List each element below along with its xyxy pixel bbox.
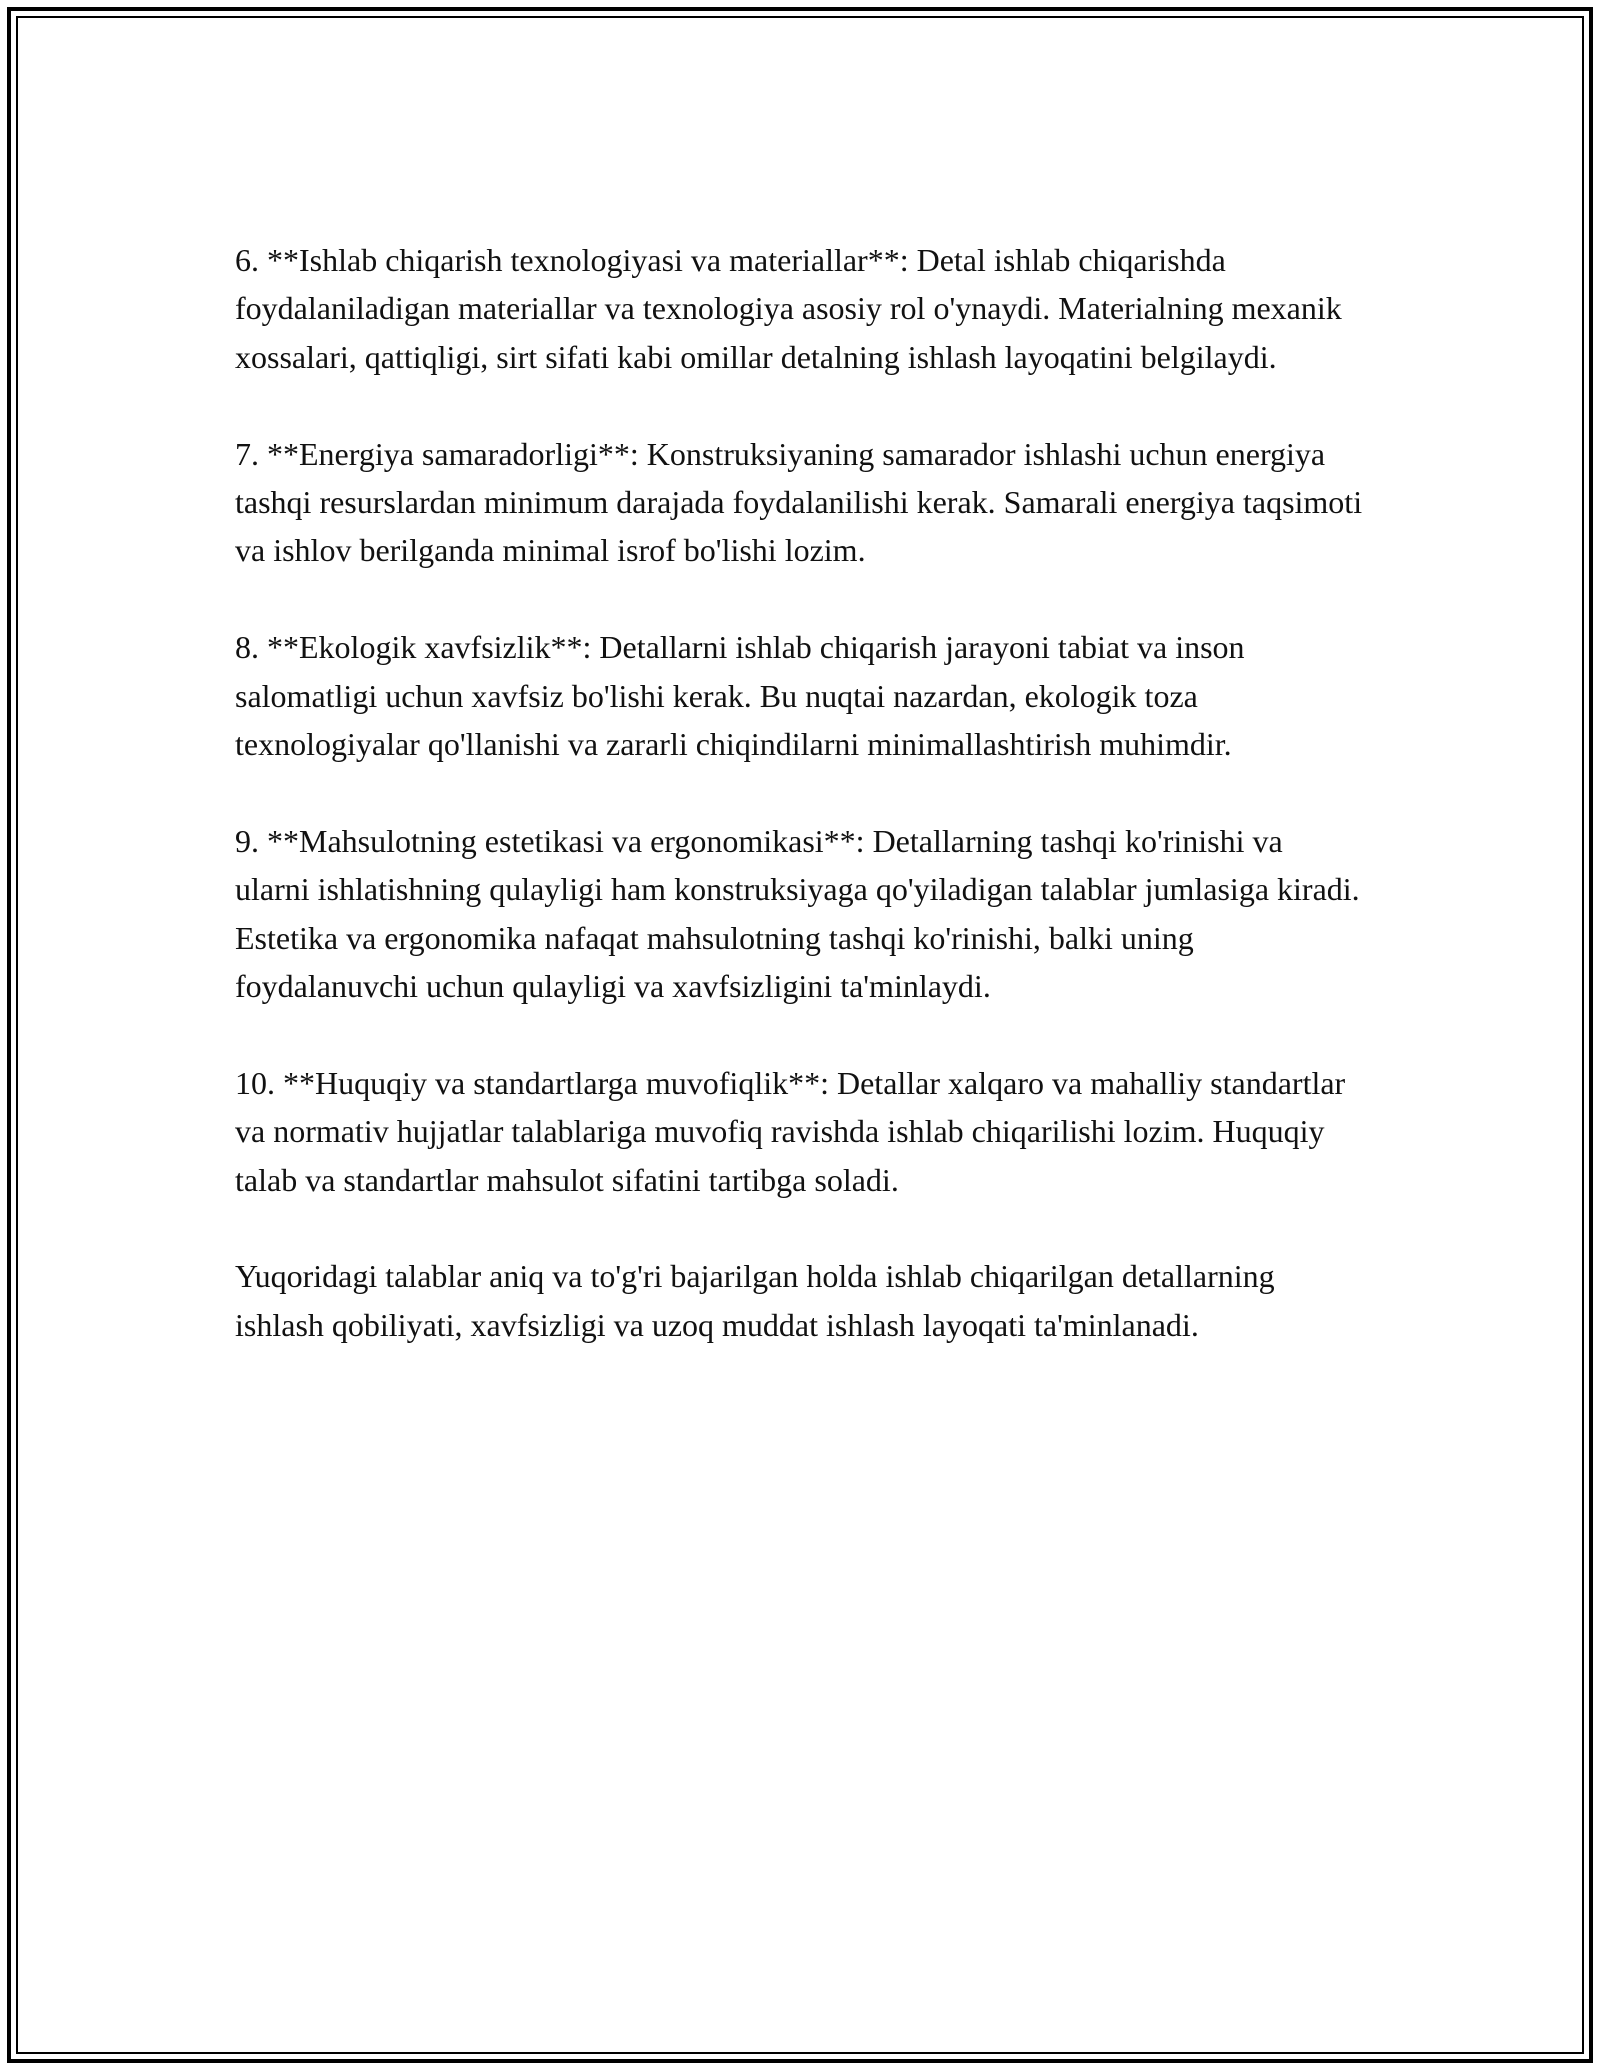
paragraph-item-7: 7. **Energiya samaradorligi**: Konstruksiyaning samarador ishlashi uchun energiya tashqi resurslardan minimum darajada foydalanilishi kerak. Samarali energiya taqsimoti va ishlov berilganda minimal isrof bo'lishi lozim.	[235, 435, 1363, 569]
paragraph-conclusion: Yuqoridagi talablar aniq va to'g'ri bajarilgan holda ishlab chiqarilgan detallarning ishlash qobiliyati, xavfsizligi va uzoq muddat ishlash layoqati ta'minlanadi.	[235, 1258, 1275, 1343]
paragraph-item-9: 9. **Mahsulotning estetikasi va ergonomikasi**: Detallarning tashqi ko'rinishi va ularni ishlatishning qulayligi ham konstruksiyaga qo'yiladigan talablar jumlasiga kiradi. Estetika va ergonomika nafaqat mahsulotning tashqi ko'rinishi, balki uning foydalanuvchi uchun qulayligi va xavfsizligini ta'minlaydi.	[235, 822, 1360, 1005]
paragraph-item-8: 8. **Ekologik xavfsizlik**: Detallarni ishlab chiqarish jarayoni tabiat va inson salomatligi uchun xavfsiz bo'lishi kerak. Bu nuqtai nazardan, ekologik toza texnologiyalar qo'llanishi va zararli chiqindilarni minimallashtirish muhimdir.	[235, 629, 1245, 763]
paragraph-item-10: 10. **Huquqiy va standartlarga muvofiqlik**: Detallar xalqaro va mahalliy standartlar va normativ hujjatlar talablariga muvofiq ravishda ishlab chiqarilishi lozim. Huquqiy talab va standartlar mahsulot sifatini tartibga soladi.	[235, 1064, 1346, 1198]
document-body	[235, 236, 1365, 1398]
paragraph-item-6: 6. **Ishlab chiqarish texnologiyasi va materiallar**: Detal ishlab chiqarishda foydalaniladigan materiallar va texnologiya asosiy rol o'ynaydi. Materialning mexanik xossalari, qattiqligi, sirt sifati kabi omillar detalning ishlash layoqatini belgilaydi.	[235, 242, 1342, 375]
